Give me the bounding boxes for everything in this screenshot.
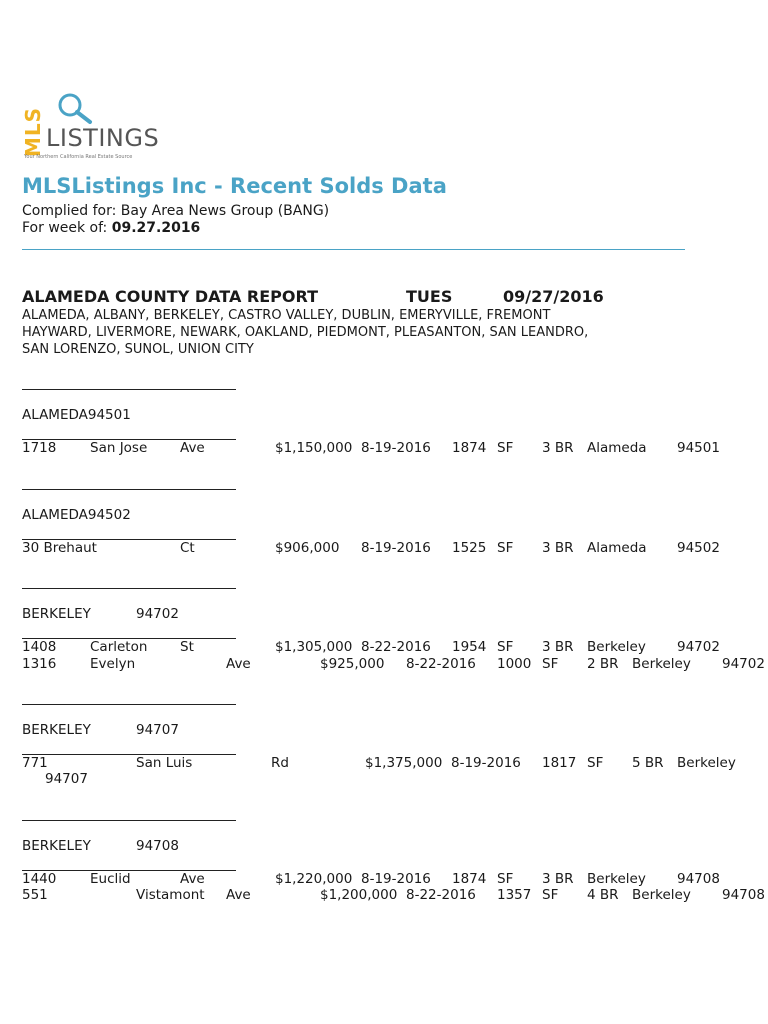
sale-price: $925,000 [320,656,385,672]
sf-unit: SF [497,871,514,887]
city: Berkeley [677,755,736,771]
zip: 94702 [722,656,765,672]
sale-price: $906,000 [275,540,340,556]
street-name: San Jose [90,440,148,456]
bedrooms: 3 BR [542,639,574,655]
compiled-for: Complied for: Bay Area News Group (BANG) [22,203,330,219]
sale-price: $1,150,000 [275,440,353,456]
bedrooms: 5 BR [632,755,664,771]
square-feet: 1000 [497,656,532,672]
section-heading: ALAMEDA94501 [22,407,131,423]
street-number: 551 [22,887,48,903]
city: Alameda [587,540,647,556]
city: Berkeley [632,656,691,672]
square-feet: 1817 [542,755,577,771]
section-divider [22,588,236,589]
city-list-line-2: HAYWARD, LIVERMORE, NEWARK, OAKLAND, PIEDMONT, PLEASANTON, SAN LEANDRO, [22,325,589,340]
sale-date: 8-19-2016 [451,755,521,771]
city-list-line-3: SAN LORENZO, SUNOL, UNION CITY [22,342,254,357]
sale-date: 8-22-2016 [361,639,431,655]
logo-listings-text: LISTINGS [46,124,160,152]
week-of [22,220,200,236]
bedrooms: 3 BR [542,440,574,456]
sale-date: 8-19-2016 [361,871,431,887]
section-zip: 94702 [136,606,179,622]
sf-unit: SF [542,887,559,903]
section-heading: ALAMEDA94502 [22,507,131,523]
section-heading: BERKELEY [22,838,91,854]
street-name: Euclid [90,871,131,887]
sf-unit: SF [497,639,514,655]
report-title-line [22,287,642,307]
sale-date: 8-19-2016 [361,440,431,456]
street-number: 771 [22,755,48,771]
city: Berkeley [587,871,646,887]
street-name: Vistamont [136,887,205,903]
street-number: 1718 [22,440,57,456]
street-suffix: Ave [180,440,205,456]
street-name: Carleton [90,639,148,655]
sale-date: 8-22-2016 [406,887,476,903]
street-suffix: Rd [271,755,289,771]
city: Berkeley [587,639,646,655]
week-value: 09.27.2016 [111,220,201,236]
zip: 94708 [722,887,765,903]
sale-date: 8-22-2016 [406,656,476,672]
week-label: For week of: [22,220,108,236]
section-divider [22,489,236,490]
sale-price: $1,220,000 [275,871,353,887]
logo-mls-text: MLS [21,106,46,158]
street-suffix: Ave [180,871,205,887]
section-zip: 94707 [136,722,179,738]
sf-unit: SF [497,440,514,456]
report-title: ALAMEDA COUNTY DATA REPORT [22,287,318,306]
zip: 94707 [45,771,88,787]
section-divider [22,704,236,705]
street-suffix: St [180,639,194,655]
section-heading: BERKELEY [22,722,91,738]
street-name: Evelyn [90,656,136,672]
city-list-line-1: ALAMEDA, ALBANY, BERKELEY, CASTRO VALLEY, DUBLIN, EMERYVILLE, FREMONT [22,308,551,323]
section-divider [22,820,236,821]
street-suffix: Ave [226,887,251,903]
square-feet: 1525 [452,540,487,556]
city: Alameda [587,440,647,456]
street-address: 30 Brehaut [22,540,97,556]
report-day: TUES [406,287,453,306]
zip: 94502 [677,540,720,556]
street-suffix: Ave [226,656,251,672]
street-suffix: Ct [180,540,195,556]
report-date: 09/27/2016 [503,287,604,306]
section-underline [22,754,236,755]
page-title: MLSListings Inc - Recent Solds Data [22,174,447,198]
bedrooms: 4 BR [587,887,619,903]
square-feet: 1954 [452,639,487,655]
zip: 94702 [677,639,720,655]
section-divider [22,389,236,390]
bedrooms: 3 BR [542,871,574,887]
square-feet: 1874 [452,871,487,887]
sale-date: 8-19-2016 [361,540,431,556]
street-number: 1408 [22,639,57,655]
zip: 94708 [677,871,720,887]
sale-price: $1,200,000 [320,887,398,903]
square-feet: 1357 [497,887,532,903]
section-heading: BERKELEY [22,606,91,622]
mlslistings-logo [21,92,160,164]
sf-unit: SF [587,755,604,771]
square-feet: 1874 [452,440,487,456]
sale-price: $1,305,000 [275,639,353,655]
sf-unit: SF [497,540,514,556]
street-number: 1316 [22,656,57,672]
sf-unit: SF [542,656,559,672]
logo-tagline: Your Northern California Real Estate Source [24,154,133,160]
bedrooms: 2 BR [587,656,619,672]
section-zip: 94708 [136,838,179,854]
zip: 94501 [677,440,720,456]
city: Berkeley [632,887,691,903]
sale-price: $1,375,000 [365,755,443,771]
street-name: San Luis [136,755,193,771]
bedrooms: 3 BR [542,540,574,556]
header-divider [22,249,685,250]
street-number: 1440 [22,871,57,887]
